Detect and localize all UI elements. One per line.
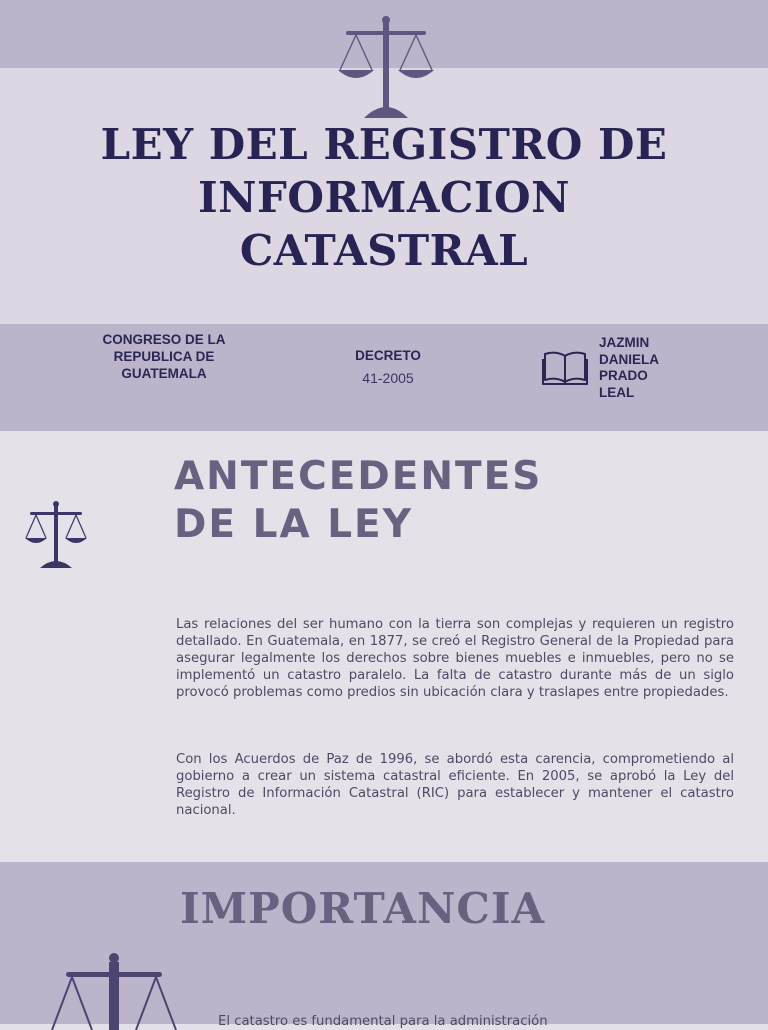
antecedentes-paragraph: Con los Acuerdos de Paz de 1996, se abordó esta carencia, comprometiendo al gobierno a crear un sistema catastral eficiente. En 2005, se aprobó la Ley del Registro de Información Catastral (RIC) para establecer y mantener el catastro nacional. [176, 752, 734, 818]
title-line: LEY DEL REGISTRO DE [100, 120, 668, 169]
author-line: DANIELA [599, 351, 659, 367]
author-line: JAZMIN [599, 335, 650, 350]
author-line: LEAL [599, 384, 635, 400]
heading-line: ANTECEDENTES [174, 454, 543, 499]
scales-of-justice-icon [22, 500, 90, 570]
author-line: PRADO [599, 368, 648, 383]
importancia-heading: IMPORTANCIA [180, 884, 546, 933]
antecedentes-paragraph: Las relaciones del ser humano con la tierra son complejas y requieren un registro detallado. En Guatemala, en 1877, se creó el Registro General de la Propiedad para asegurar legalmente los derechos sobre bienes muebles e inmuebles, pero no se implementó un catastro paralelo. La falta de catastro durante más de un siglo provocó problemas como predios sin ubicación clara y traslapes entre propiedades. [176, 617, 734, 700]
antecedentes-heading [174, 453, 734, 549]
importancia-paragraph: El catastro es fundamental para la administración [218, 1014, 548, 1029]
heading-line: DE LA LEY [174, 502, 413, 547]
congreso-label: CONGRESO DE LA REPUBLICA DE GUATEMALA [102, 332, 226, 381]
title-line: CATASTRAL [239, 226, 529, 275]
decreto-number: 41-2005 [362, 370, 414, 386]
title-line: INFORMACION [198, 173, 570, 222]
open-book-icon [542, 350, 588, 386]
scales-of-justice-icon [46, 950, 182, 1030]
scales-of-justice-icon [336, 14, 436, 122]
decreto-label: DECRETO [355, 348, 421, 363]
document-title [60, 118, 708, 277]
author-name [599, 335, 659, 401]
